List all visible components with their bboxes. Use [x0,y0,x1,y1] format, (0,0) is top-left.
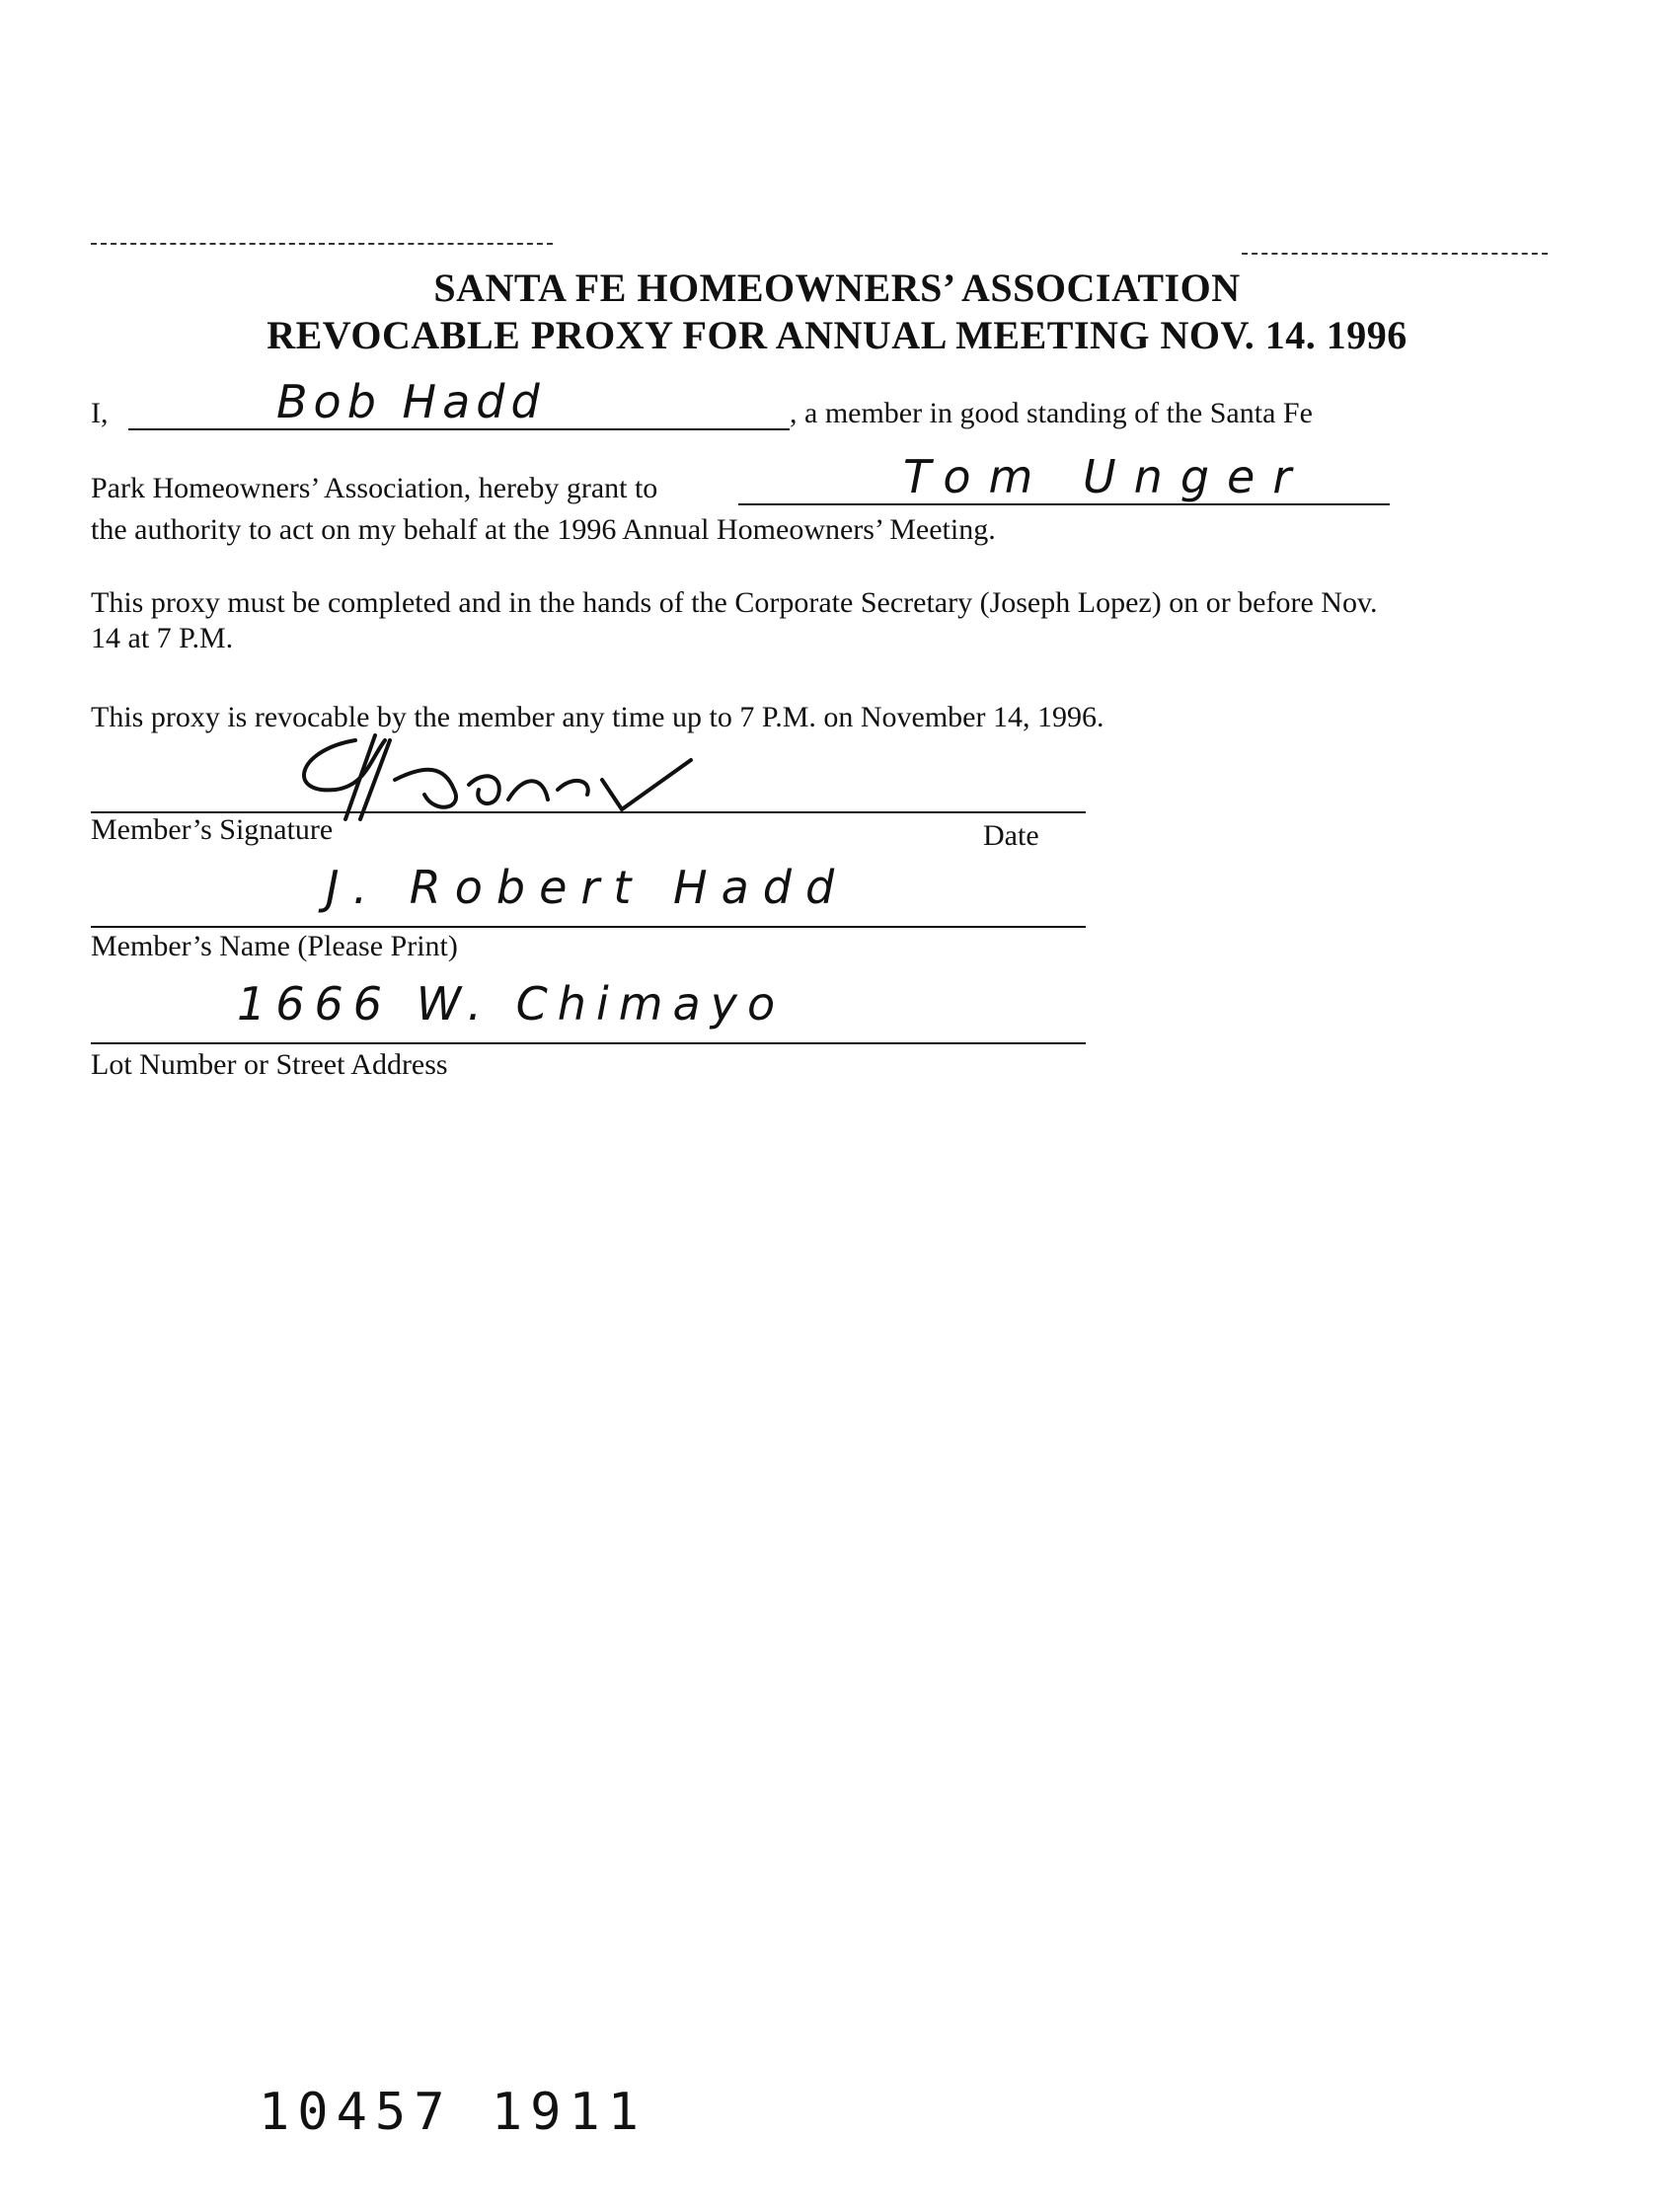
association-title: SANTA FE HOMEOWNERS’ ASSOCIATION [433,266,1241,310]
proxy-name-handwritten: Tom Unger [903,450,1310,503]
top-dashed-rule-left [91,243,553,245]
grant-line3: the authority to act on my behalf at the 1996 Annual Homeowners’ Meeting. [91,513,996,546]
address-line [91,1042,1086,1044]
deadline-line1: This proxy must be completed and in the hands of the Corporate Secretary (Joseph Lopez) on or before Nov. [91,586,1378,619]
document-number: 10457 1911 [259,2083,647,2142]
signature-label: Member’s Signature [91,813,334,846]
address-label: Lot Number or Street Address [91,1048,448,1081]
grant-line2-prefix: Park Homeowners’ Association, hereby grant to [91,472,658,504]
proxy-name-line [738,503,1390,505]
grant-prefix: I, [91,397,109,429]
date-label: Date [983,819,1039,852]
member-name-line [128,428,790,430]
deadline-line2: 14 at 7 P.M. [91,622,234,654]
member-signature-image [276,721,730,829]
address-handwritten: 1666 W. Chimayo [237,977,786,1030]
member-name-handwritten: Bob Hadd [276,375,546,428]
printed-name-line [91,926,1086,928]
top-dashed-rule-right [1242,253,1548,255]
grant-line1-suffix: , a member in good standing of the Santa Fe [790,397,1313,429]
printed-name-handwritten: J. Robert Hadd [326,861,849,914]
revocable-statement: This proxy is revocable by the member any time up to 7 P.M. on November 14, 1996. [91,701,1104,733]
printed-name-label: Member’s Name (Please Print) [91,930,458,962]
form-title: REVOCABLE PROXY FOR ANNUAL MEETING NOV. 14. 1996 [266,313,1408,357]
